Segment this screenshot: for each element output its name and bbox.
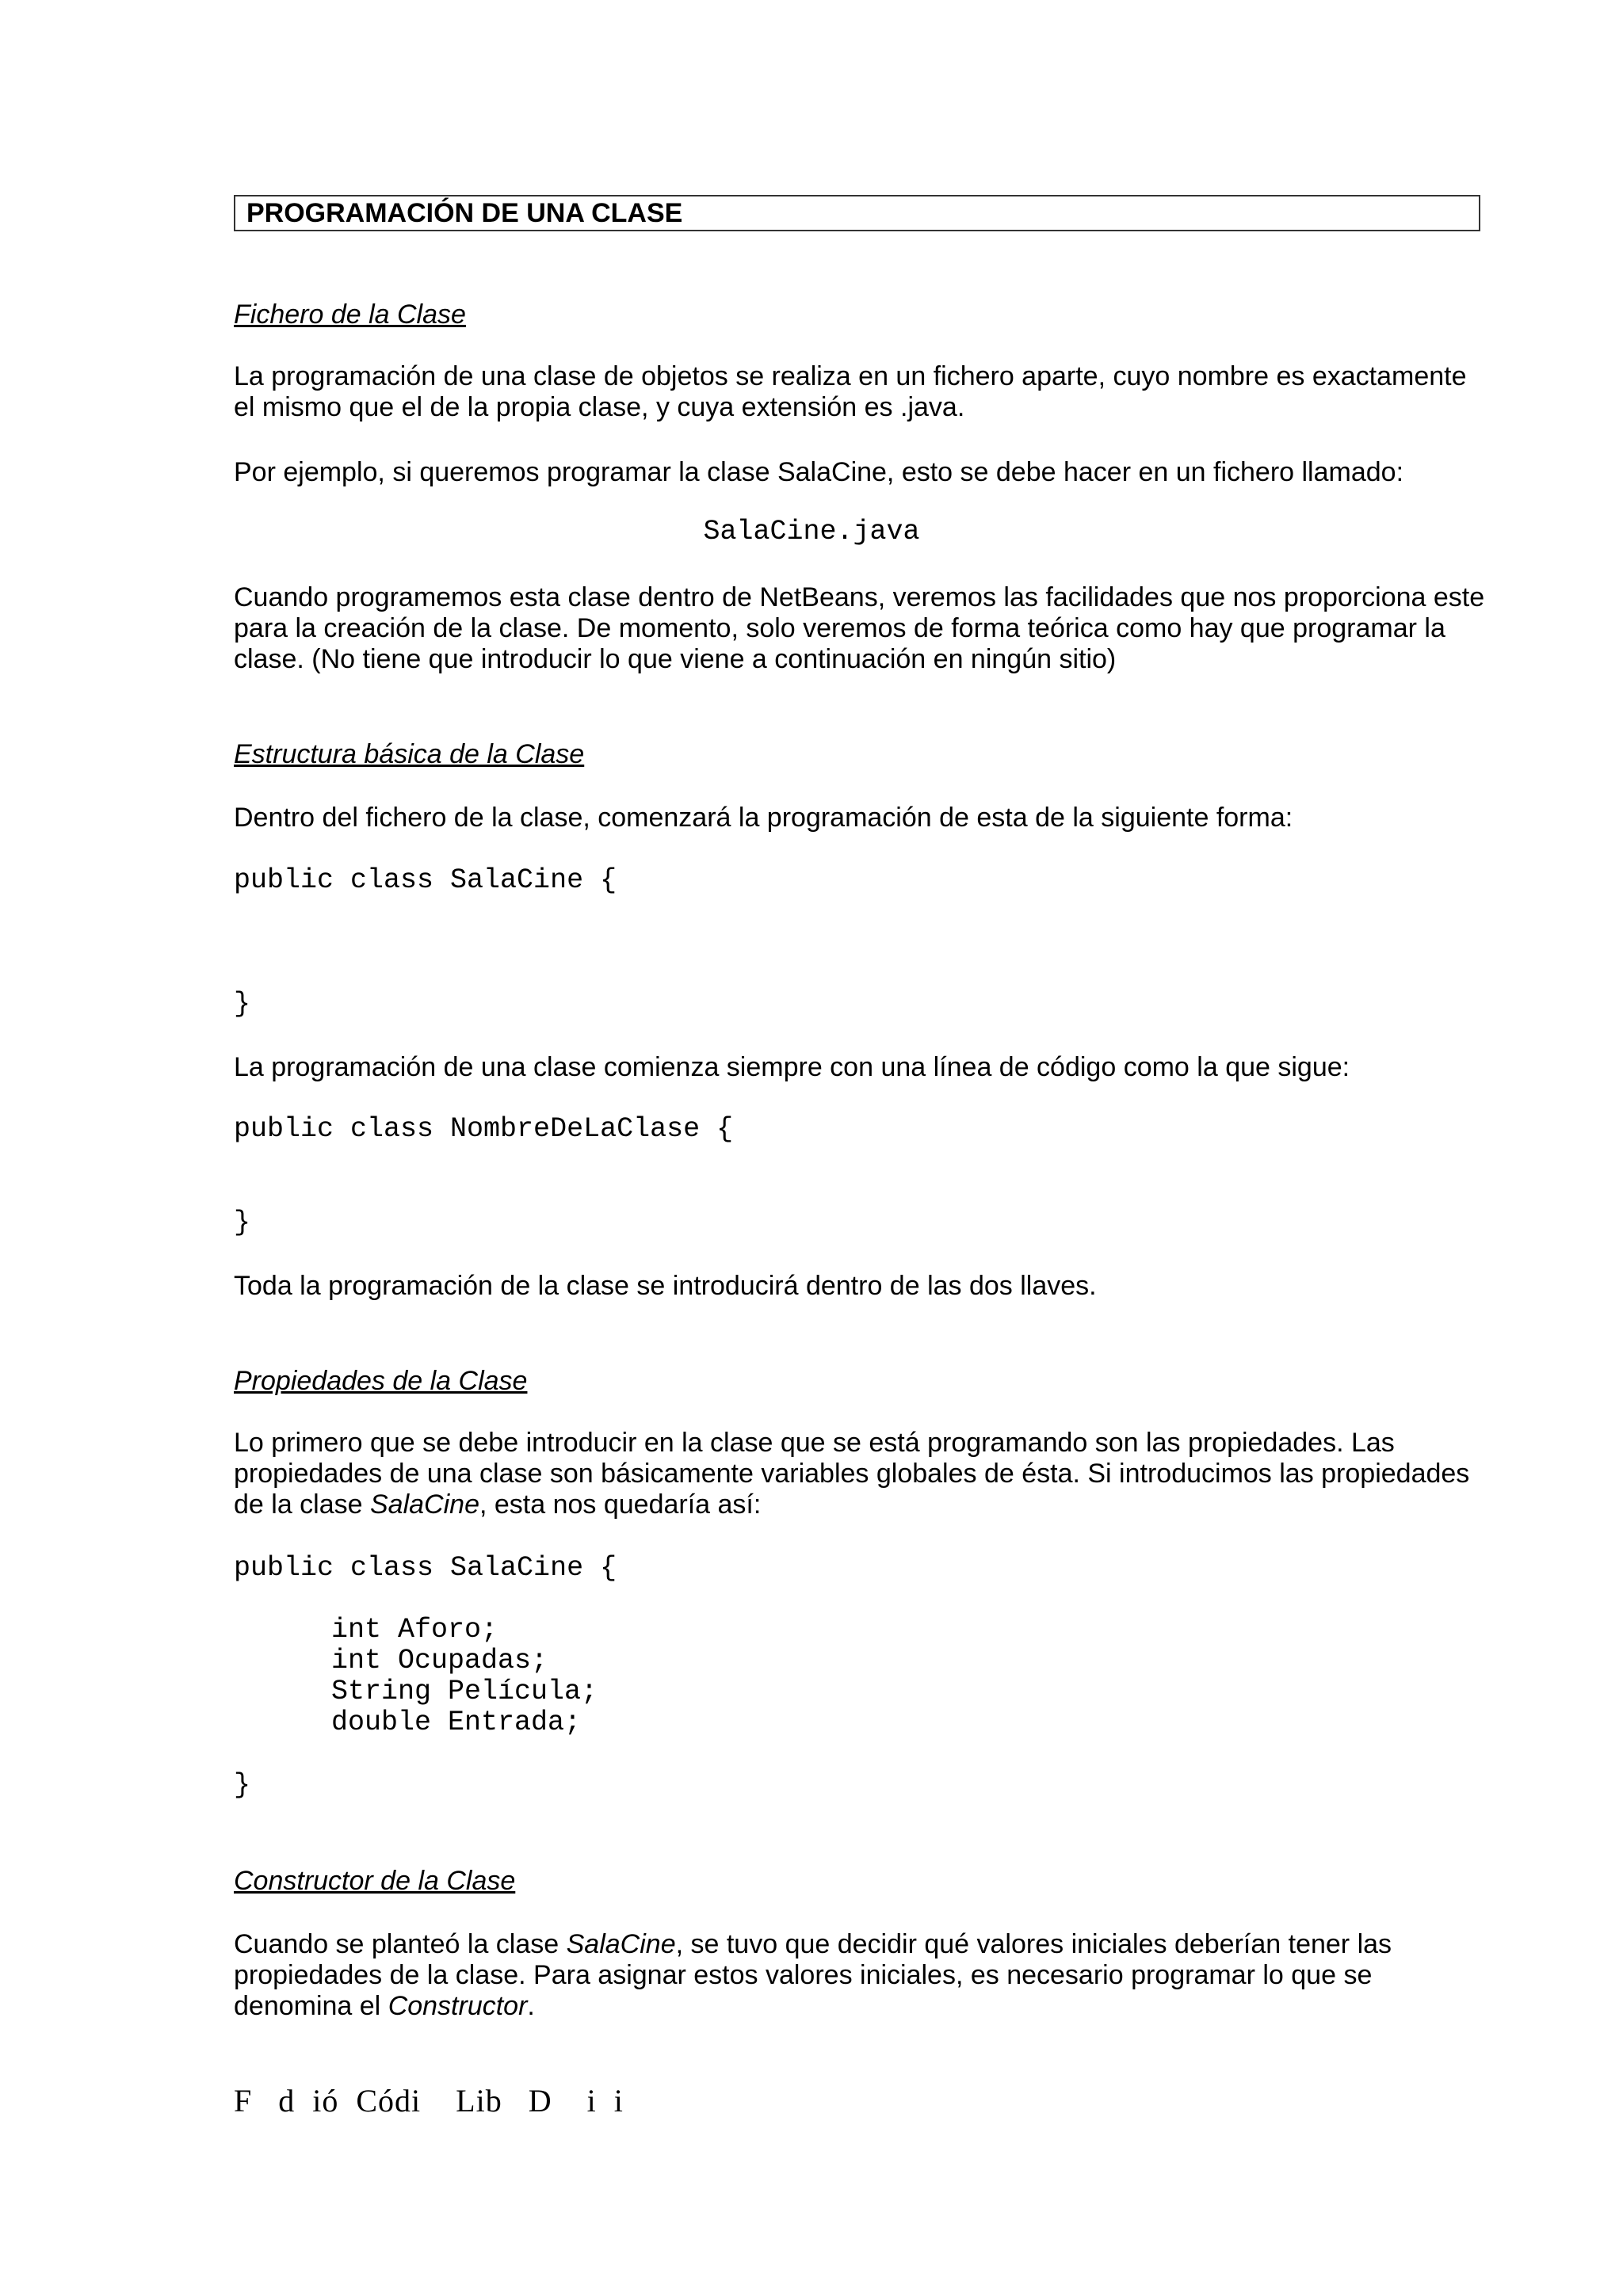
paragraph: Dentro del fichero de la clase, comenzará la programación de esta de la siguiente forma:	[234, 803, 1293, 833]
code-line: }	[234, 1207, 251, 1238]
code-line: public class NombreDeLaClase {	[234, 1113, 734, 1145]
code-line: }	[234, 1769, 251, 1801]
code-line: }	[234, 988, 251, 1020]
page-footer: F d ió Códi Lib D i i	[234, 2083, 624, 2119]
emphasis: SalaCine	[370, 1489, 479, 1520]
emphasis: Constructor	[388, 1991, 528, 2021]
document-title: PROGRAMACIÓN DE UNA CLASE	[234, 195, 1480, 231]
filename-code: SalaCine.java	[703, 516, 920, 547]
paragraph: Lo primero que se debe introducir en la clase que se está programando son las propiedades. Las propiedades de una clase son básicamente variables globales de ésta. Si introducimos las propiedades de la clase SalaCine, esta nos quedaría así:	[234, 1428, 1470, 1520]
paragraph: Cuando programemos esta clase dentro de NetBeans, veremos las facilidades que nos proporciona este para la creación de la clase. De momento, solo veremos de forma teórica como hay que programar la clase. (No tiene que introducir lo que viene a continuación en ningún sitio)	[234, 582, 1485, 674]
paragraph: La programación de una clase de objetos se realiza en un fichero aparte, cuyo nombre es exactamente el mismo que el de la propia clase, y cuya extensión es .java.	[234, 361, 1467, 422]
emphasis: SalaCine	[566, 1929, 676, 1959]
section-heading-constructor: Constructor de la Clase	[234, 1866, 516, 1896]
section-heading-propiedades: Propiedades de la Clase	[234, 1366, 528, 1396]
code-line: public class SalaCine {	[234, 864, 617, 896]
code-line: public class SalaCine {	[234, 1552, 617, 1584]
paragraph: Cuando se planteó la clase SalaCine, se tuvo que decidir qué valores iniciales deberían tener las propiedades de la clase. Para asignar estos valores iniciales, es necesario programar lo que se denomina el Constructor.	[234, 1929, 1392, 2021]
paragraph: Toda la programación de la clase se introducirá dentro de las dos llaves.	[234, 1271, 1097, 1301]
code-line: int Aforo;	[331, 1614, 498, 1646]
code-line: int Ocupadas;	[331, 1645, 548, 1676]
paragraph: La programación de una clase comienza siempre con una línea de código como la que sigue:	[234, 1052, 1350, 1082]
code-line: String Película;	[331, 1676, 598, 1707]
code-line: double Entrada;	[331, 1707, 582, 1738]
section-heading-estructura: Estructura básica de la Clase	[234, 739, 585, 769]
section-heading-fichero: Fichero de la Clase	[234, 299, 466, 330]
paragraph: Por ejemplo, si queremos programar la clase SalaCine, esto se debe hacer en un fichero llamado:	[234, 457, 1404, 487]
